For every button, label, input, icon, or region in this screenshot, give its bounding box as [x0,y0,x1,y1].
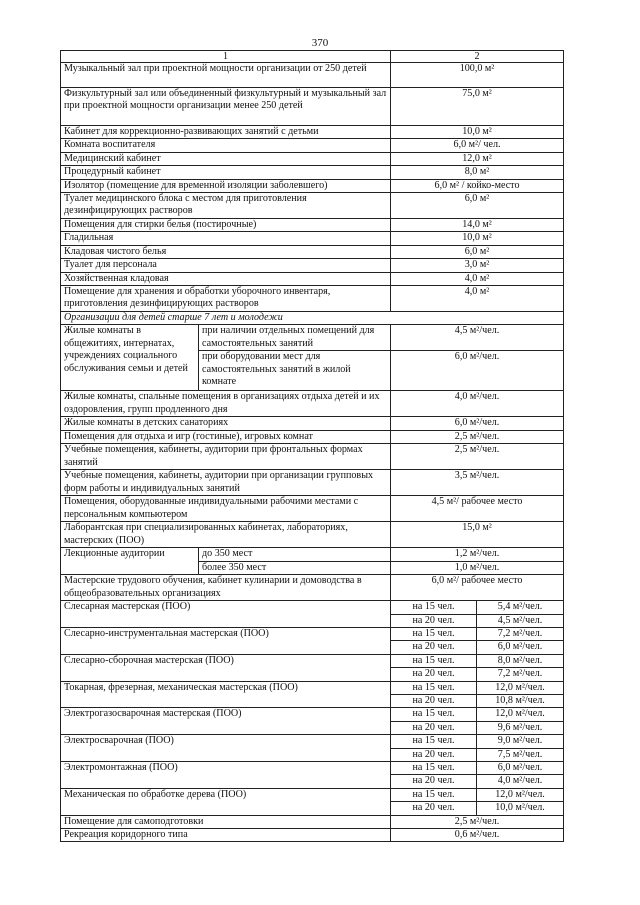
group-size: на 20 чел. [391,721,477,734]
group-size: на 20 чел. [391,614,477,627]
area-value: 10,8 м²/чел. [477,694,564,707]
group-size: на 15 чел. [391,627,477,640]
condition-text: более 350 мест [199,561,391,574]
table-row [61,829,564,842]
room-name: Помещение для самоподготовки [61,815,391,828]
area-value: 3,0 м² [391,259,564,272]
area-value: 10,0 м²/чел. [477,802,564,815]
group-size: на 15 чел. [391,708,477,721]
area-value: 0,6 м²/чел. [391,829,564,842]
column-number-2: 2 [391,51,564,63]
table-row [61,259,564,272]
area-value: 4,0 м² [391,286,564,312]
table-row [61,63,564,88]
room-name: Слесарно-инструментальная мастерская (ПОО) [61,627,391,654]
room-name: Изолятор (помещение для временной изоляции заболевшего) [61,179,391,192]
section-row [61,312,564,325]
room-name: Токарная, фрезерная, механическая мастерская (ПОО) [61,681,391,708]
group-size: на 20 чел. [391,775,477,788]
room-name: Электрогазосварочная мастерская (ПОО) [61,708,391,735]
area-value: 6,0 м²/чел. [477,761,564,774]
area-value: 6,0 м²/ чел. [391,139,564,152]
room-name: Слесарная мастерская (ПОО) [61,601,391,628]
table-row [61,496,564,522]
table-row [61,430,564,443]
area-value: 75,0 м² [391,88,564,126]
room-name: Учебные помещения, кабинеты, аудитории при фронтальных формах занятий [61,444,391,470]
area-value: 3,5 м²/чел. [391,470,564,496]
area-value: 4,5 м²/чел. [477,614,564,627]
table-row [61,681,564,694]
table-row [61,417,564,430]
area-value: 4,5 м²/ рабочее место [391,496,564,522]
table-row [61,470,564,496]
table-row [61,286,564,312]
room-name: Электросварочная (ПОО) [61,735,391,762]
area-value: 7,2 м²/чел. [477,668,564,681]
group-size: на 15 чел. [391,788,477,801]
table-row [61,522,564,548]
table-row [61,88,564,126]
table-row [61,761,564,774]
room-name: Музыкальный зал при проектной мощности организации от 250 детей [61,63,391,88]
area-value: 14,0 м² [391,219,564,232]
room-name: Хозяйственная кладовая [61,272,391,285]
area-value: 6,0 м² [391,245,564,258]
table-row [61,708,564,721]
area-value: 6,0 м²/чел. [391,417,564,430]
room-name: Жилые комнаты в общежитиях, интернатах, учреждениях социального обслуживания семьи и детей [61,325,199,391]
table-row [61,788,564,801]
table-row [61,444,564,470]
table-row [61,179,564,192]
table-row [61,391,564,417]
area-value: 15,0 м² [391,522,564,548]
area-value: 100,0 м² [391,63,564,88]
area-value: 1,2 м²/чел. [391,548,564,561]
area-value: 4,5 м²/чел. [391,325,564,351]
room-name: Физкультурный зал или объединенный физкультурный и музыкальный зал при проектной мощности организации менее 250 детей [61,88,391,126]
area-value: 7,2 м²/чел. [477,627,564,640]
area-value: 9,0 м²/чел. [477,735,564,748]
group-size: на 15 чел. [391,735,477,748]
table-row [61,139,564,152]
table-row [61,627,564,640]
group-size: на 20 чел. [391,748,477,761]
area-value: 9,6 м²/чел. [477,721,564,734]
room-name: Слесарно-сборочная мастерская (ПОО) [61,654,391,681]
table-row [61,548,564,561]
room-name: Медицинский кабинет [61,152,391,165]
room-name: Лаборантская при специализированных кабинетах, лабораториях, мастерских (ПОО) [61,522,391,548]
area-value: 2,5 м²/чел. [391,444,564,470]
group-size: на 15 чел. [391,654,477,667]
room-name: Помещение для хранения и обработки уборочного инвентаря, приготовления дезинфицирующих растворов [61,286,391,312]
room-name: Жилые комнаты в детских санаториях [61,417,391,430]
table-row [61,193,564,219]
page-number: 370 [311,37,329,49]
group-size: на 15 чел. [391,761,477,774]
room-name: Рекреация коридорного типа [61,829,391,842]
area-value: 2,5 м²/чел. [391,815,564,828]
area-value: 1,0 м²/чел. [391,561,564,574]
room-name: Комната воспитателя [61,139,391,152]
area-value: 12,0 м²/чел. [477,788,564,801]
table-row [61,575,564,601]
table-row [61,272,564,285]
table-row [61,245,564,258]
room-name: Кабинет для коррекционно-развивающих занятий с детьми [61,126,391,139]
table-row [61,815,564,828]
area-value: 7,5 м²/чел. [477,748,564,761]
room-name: Процедурный кабинет [61,166,391,179]
group-size: на 20 чел. [391,802,477,815]
area-value: 5,4 м²/чел. [477,601,564,614]
area-value: 4,0 м² [391,272,564,285]
area-value: 6,0 м²/чел. [477,641,564,654]
area-value: 12,0 м² [391,152,564,165]
group-size: на 15 чел. [391,681,477,694]
column-number-1: 1 [61,51,391,63]
area-value: 4,0 м²/чел. [391,391,564,417]
group-size: на 20 чел. [391,694,477,707]
area-value: 6,0 м²/чел. [391,351,564,391]
table-header-row [61,51,564,63]
room-name: Жилые комнаты, спальные помещения в организациях отдыха детей и их оздоровления, групп продленного дня [61,391,391,417]
room-name: Помещения для стирки белья (постирочные) [61,219,391,232]
area-norms-table [60,50,564,842]
room-name: Помещения, оборудованные индивидуальными рабочими местами с персональным компьютером [61,496,391,522]
room-name: Электромонтажная (ПОО) [61,761,391,788]
condition-text: при наличии отдельных помещений для самостоятельных занятий [199,325,391,351]
group-size: на 20 чел. [391,641,477,654]
table-row [61,735,564,748]
area-value: 8,0 м² [391,166,564,179]
group-size: на 15 чел. [391,601,477,614]
area-value: 2,5 м²/чел. [391,430,564,443]
table-row [61,654,564,667]
table-row [61,601,564,614]
room-name: Учебные помещения, кабинеты, аудитории при организации групповых форм работы и индивидуальных занятий [61,470,391,496]
room-name: Кладовая чистого белья [61,245,391,258]
area-value: 6,0 м² [391,193,564,219]
area-value: 10,0 м² [391,232,564,245]
room-name: Гладильная [61,232,391,245]
room-name: Туалет для персонала [61,259,391,272]
room-name: Лекционные аудитории [61,548,199,575]
area-value: 4,0 м²/чел. [477,775,564,788]
area-value: 12,0 м²/чел. [477,681,564,694]
condition-text: при оборудовании мест для самостоятельных занятий в жилой комнате [199,351,391,391]
section-heading: Организации для детей старше 7 лет и молодежи [61,312,564,325]
table-row [61,126,564,139]
table-row [61,152,564,165]
area-value: 6,0 м² / койко-место [391,179,564,192]
area-value: 12,0 м²/чел. [477,708,564,721]
group-size: на 20 чел. [391,668,477,681]
table-row [61,232,564,245]
room-name: Туалет медицинского блока с местом для приготовления дезинфицирующих растворов [61,193,391,219]
table-row [61,325,564,351]
area-value: 10,0 м² [391,126,564,139]
table-row [61,166,564,179]
room-name: Мастерские трудового обучения, кабинет кулинарии и домоводства в общеобразовательных организациях [61,575,391,601]
area-value: 8,0 м²/чел. [477,654,564,667]
room-name: Помещения для отдыха и игр (гостиные), игровых комнат [61,430,391,443]
table-row [61,219,564,232]
condition-text: до 350 мест [199,548,391,561]
room-name: Механическая по обработке дерева (ПОО) [61,788,391,815]
area-value: 6,0 м²/ рабочее место [391,575,564,601]
